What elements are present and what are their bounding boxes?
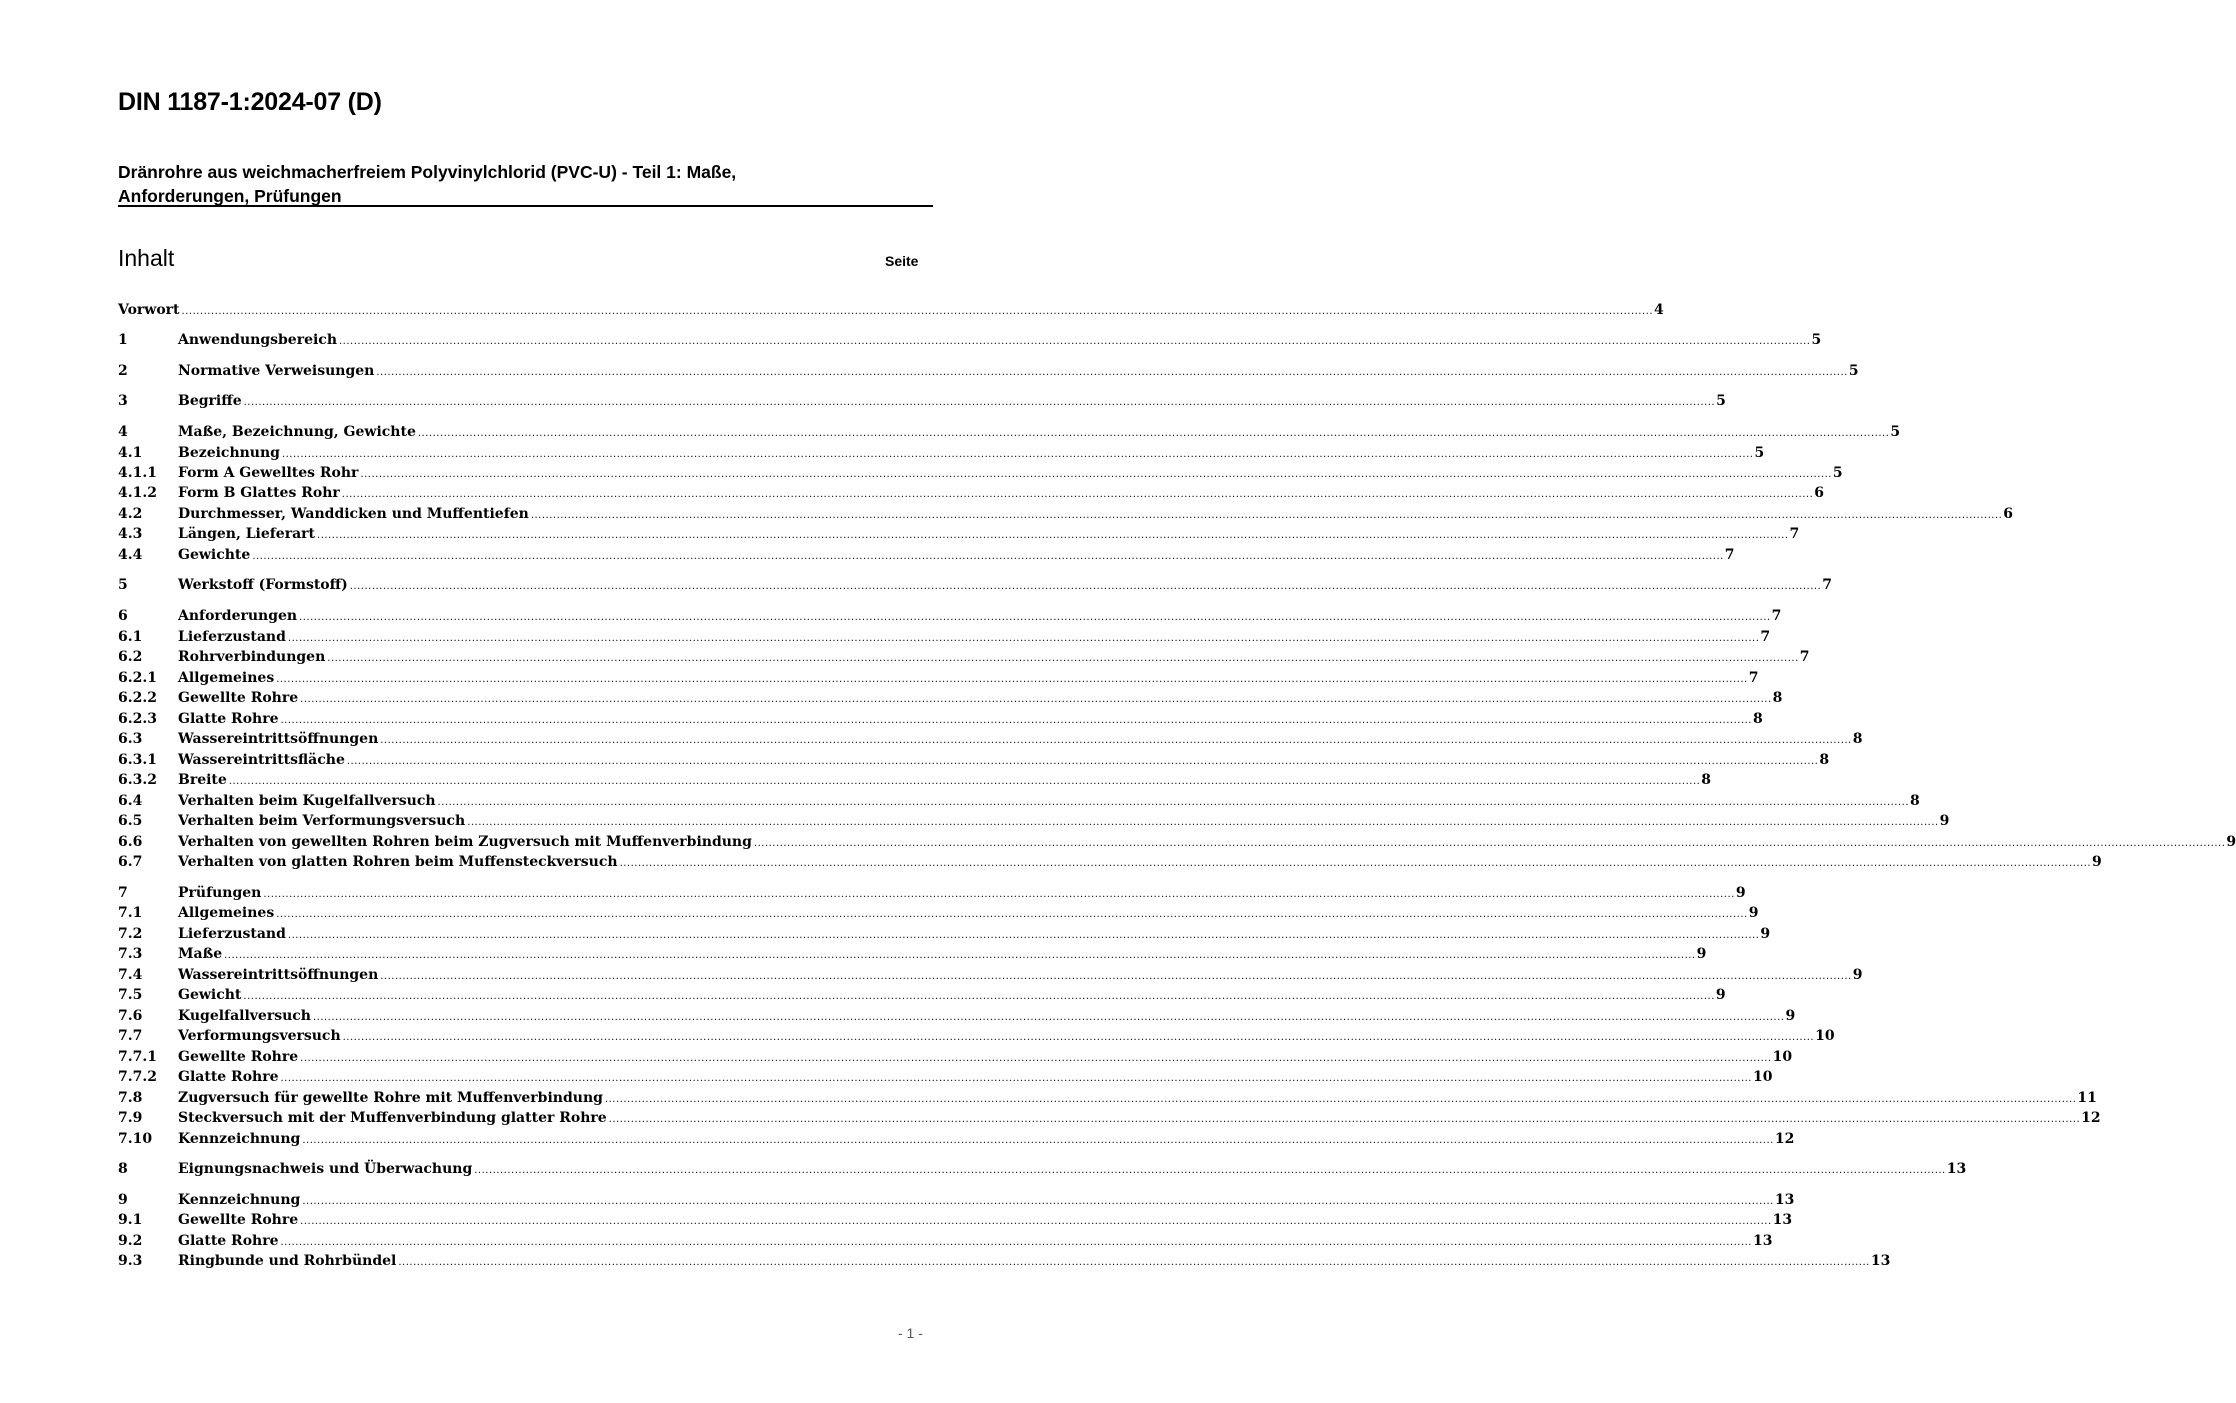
toc-dot-leader: ................................................................................................................................................................................................................................................................................................................................................................................................................ [299, 612, 1771, 623]
toc-entry[interactable] [118, 752, 1830, 772]
toc-entry-number: 6.1 [118, 629, 143, 645]
toc-entry[interactable] [118, 332, 1822, 352]
toc-entry-page: 13 [1772, 1212, 1793, 1228]
toc-entry[interactable] [118, 731, 1863, 751]
toc-entry[interactable] [118, 1008, 1796, 1028]
toc-entry-page: 5 [1832, 465, 1843, 481]
toc-entry-number: 9 [118, 1192, 128, 1208]
toc-entry-title: Begriffe [178, 393, 242, 409]
toc-dot-leader: ................................................................................................................................................................................................................................................................................................................................................................................................................ [300, 1216, 1772, 1227]
toc-entry-number: 4.4 [118, 547, 143, 563]
toc-entry[interactable] [118, 445, 1765, 465]
toc-entry-title: Maße [178, 946, 223, 962]
toc-entry-number: 6.5 [118, 813, 143, 829]
toc-entry-title: Gewellte Rohre [178, 1212, 299, 1228]
toc-entry-page: 9 [1748, 905, 1759, 921]
toc-entry-page: 12 [2081, 1110, 2101, 1126]
toc-entry-page: 7 [1760, 629, 1771, 645]
toc-entry-number: 4.1.2 [118, 485, 157, 501]
toc-entry-title: Breite [178, 772, 227, 788]
toc-entry-page: 13 [1774, 1192, 1795, 1208]
toc-entry[interactable] [118, 813, 1950, 833]
toc-entry[interactable] [118, 1028, 1835, 1048]
toc-entry-title: Ringbunde und Rohrbündel [178, 1253, 397, 1269]
toc-entry-title: Gewichte [178, 547, 251, 563]
toc-entry[interactable] [118, 926, 1771, 946]
toc-entry-page: 6 [1814, 485, 1824, 501]
toc-entry-title: Vorwort [118, 302, 180, 318]
toc-entry-title: Wassereintrittsöffnungen [178, 967, 379, 983]
toc-entry-number: 7.6 [118, 1008, 143, 1024]
toc-entry-number: 8 [118, 1161, 128, 1177]
toc-entry-number: 6.3.1 [118, 752, 157, 768]
toc-entry-page: 9 [1785, 1008, 1796, 1024]
toc-entry-title: Prüfungen [178, 885, 262, 901]
toc-dot-leader: ................................................................................................................................................................................................................................................................................................................................................................................................................ [280, 715, 1752, 726]
toc-entry-page: 10 [1815, 1028, 1835, 1044]
toc-entry-number: 6.2.3 [118, 711, 157, 727]
toc-dot-leader: ................................................................................................................................................................................................................................................................................................................................................................................................................ [302, 1196, 1774, 1207]
toc-entry[interactable] [118, 1212, 1793, 1232]
toc-entry[interactable] [118, 1161, 1967, 1181]
toc-entry-page: 5 [1848, 363, 1859, 379]
title-rule [118, 205, 933, 207]
toc-entry[interactable] [118, 987, 1726, 1007]
toc-entry-title: Verhalten von glatten Rohren beim Muffensteckversuch [178, 854, 618, 870]
toc-dot-leader: ................................................................................................................................................................................................................................................................................................................................................................................................................ [437, 797, 1910, 808]
toc-entry-page: 4 [1654, 302, 1664, 318]
toc-entry[interactable] [118, 1192, 1795, 1212]
toc-entry-number: 4.1 [118, 445, 143, 461]
toc-entry-page: 13 [1946, 1161, 1967, 1177]
toc-dot-leader: ................................................................................................................................................................................................................................................................................................................................................................................................................ [243, 991, 1715, 1002]
toc-dot-leader: ................................................................................................................................................................................................................................................................................................................................................................................................................ [300, 1053, 1772, 1064]
toc-entry-title: Glatte Rohre [178, 1233, 279, 1249]
toc-entry-number: 6.6 [118, 834, 143, 850]
toc-entry[interactable] [118, 1131, 1795, 1151]
toc-entry[interactable] [118, 885, 1746, 905]
toc-dot-leader: ................................................................................................................................................................................................................................................................................................................................................................................................................ [376, 367, 1848, 378]
toc-entry-page: 7 [1822, 577, 1832, 593]
toc-dot-leader: ................................................................................................................................................................................................................................................................................................................................................................................................................ [341, 489, 1814, 500]
toc-entry-page: 5 [1890, 424, 1901, 440]
toc-entry[interactable] [118, 302, 1664, 322]
toc-entry[interactable] [118, 854, 2102, 874]
toc-entry-number: 7.7.2 [118, 1069, 157, 1085]
toc-entry-title: Lieferzustand [178, 629, 286, 645]
toc-entry-number: 7 [118, 885, 128, 901]
toc-dot-leader: ................................................................................................................................................................................................................................................................................................................................................................................................................ [280, 1237, 1752, 1248]
toc-entry-page: 11 [2077, 1090, 2097, 1106]
toc-dot-leader: ................................................................................................................................................................................................................................................................................................................................................................................................................ [342, 1032, 1815, 1043]
toc-entry[interactable] [118, 1233, 1773, 1253]
toc-entry-page: 8 [1819, 752, 1830, 768]
toc-entry-page: 7 [1724, 547, 1735, 563]
toc-entry-page: 9 [1939, 813, 1950, 829]
toc-entry[interactable] [118, 485, 1824, 505]
toc-entry-page: 9 [2226, 834, 2236, 850]
toc-dot-leader: ................................................................................................................................................................................................................................................................................................................................................................................................................ [281, 449, 1754, 460]
toc-entry-number: 7.8 [118, 1090, 143, 1106]
toc-entry[interactable] [118, 1049, 1793, 1069]
toc-dot-leader: ................................................................................................................................................................................................................................................................................................................................................................................................................ [417, 428, 1890, 439]
toc-dot-leader: ................................................................................................................................................................................................................................................................................................................................................................................................................ [302, 1135, 1774, 1146]
toc-entry[interactable] [118, 834, 2236, 854]
toc-entry-number: 4 [118, 424, 128, 440]
toc-dot-leader: ................................................................................................................................................................................................................................................................................................................................................................................................................ [317, 530, 1789, 541]
toc-entry-number: 9.2 [118, 1233, 143, 1249]
toc-entry-title: Gewellte Rohre [178, 690, 299, 706]
toc-entry-page: 7 [1748, 670, 1759, 686]
toc-entry-number: 7.7.1 [118, 1049, 157, 1065]
toc-entry-page: 9 [1852, 967, 1863, 983]
toc-entry-title: Bezeichnung [178, 445, 280, 461]
toc-dot-leader: ................................................................................................................................................................................................................................................................................................................................................................................................................ [467, 817, 1939, 828]
toc-dot-leader: ................................................................................................................................................................................................................................................................................................................................................................................................................ [224, 950, 1696, 961]
toc-entry[interactable] [118, 946, 1707, 966]
toc-entry-title: Wassereintrittsfläche [178, 752, 345, 768]
document-title [118, 160, 933, 208]
toc-dot-leader: ................................................................................................................................................................................................................................................................................................................................................................................................................ [380, 735, 1852, 746]
toc-entry-title: Allgemeines [178, 670, 275, 686]
toc-entry-page: 9 [2092, 854, 2102, 870]
toc-dot-leader: ................................................................................................................................................................................................................................................................................................................................................................................................................ [287, 930, 1760, 941]
toc-entry-page: 8 [1701, 772, 1712, 788]
toc-entry-number: 9.1 [118, 1212, 143, 1228]
toc-entry-title: Form B Glattes Rohr [178, 485, 340, 501]
toc-entry-number: 6.2 [118, 649, 143, 665]
toc-dot-leader: ................................................................................................................................................................................................................................................................................................................................................................................................................ [300, 694, 1772, 705]
toc-dot-leader: ................................................................................................................................................................................................................................................................................................................................................................................................................ [380, 971, 1852, 982]
toc-entry-title: Form A Gewelltes Rohr [178, 465, 359, 481]
toc-entry-title: Kennzeichnung [178, 1131, 301, 1147]
toc-entry-number: 5 [118, 577, 128, 593]
toc-dot-leader: ................................................................................................................................................................................................................................................................................................................................................................................................................ [312, 1012, 1785, 1023]
toc-entry-title: Lieferzustand [178, 926, 286, 942]
toc-entry-title: Allgemeines [178, 905, 275, 921]
toc-entry-title: Verhalten von gewellten Rohren beim Zugversuch mit Muffenverbindung [178, 834, 752, 850]
toc-entry[interactable] [118, 711, 1763, 731]
toc-entry-number: 7.5 [118, 987, 143, 1003]
toc-dot-leader: ................................................................................................................................................................................................................................................................................................................................................................................................................ [349, 581, 1822, 592]
toc-entry[interactable] [118, 577, 1832, 597]
toc-entry-title: Anforderungen [178, 608, 298, 624]
toc-entry-title: Durchmesser, Wanddicken und Muffentiefen [178, 506, 529, 522]
toc-entry-title: Verhalten beim Kugelfallversuch [178, 793, 436, 809]
toc-entry-page: 8 [1852, 731, 1863, 747]
toc-entry-page: 9 [1760, 926, 1771, 942]
toc-entry-page: 8 [1910, 793, 1920, 809]
toc-dot-leader: ................................................................................................................................................................................................................................................................................................................................................................................................................ [346, 756, 1819, 767]
toc-entry-number: 6.7 [118, 854, 143, 870]
toc-dot-leader: ................................................................................................................................................................................................................................................................................................................................................................................................................ [753, 838, 2226, 849]
toc-dot-leader: ................................................................................................................................................................................................................................................................................................................................................................................................................ [243, 397, 1716, 408]
toc-dot-leader: ................................................................................................................................................................................................................................................................................................................................................................................................................ [604, 1094, 2077, 1105]
toc-entry-number: 7.4 [118, 967, 143, 983]
toc-entry-title: Zugversuch für gewellte Rohre mit Muffenverbindung [178, 1090, 603, 1106]
toc-entry-title: Werkstoff (Formstoff) [178, 577, 348, 593]
toc-entry-page: 5 [1716, 393, 1726, 409]
toc-dot-leader: ................................................................................................................................................................................................................................................................................................................................................................................................................ [228, 776, 1701, 787]
toc-dot-leader: ................................................................................................................................................................................................................................................................................................................................................................................................................ [287, 633, 1760, 644]
toc-entry[interactable] [118, 649, 1810, 669]
document-title-line-1: Dränrohre aus weichmacherfreiem Polyvinylchlorid (PVC-U) - Teil 1: Maße, [118, 162, 737, 182]
toc-entry-number: 4.3 [118, 526, 143, 542]
toc-entry-page: 10 [1752, 1069, 1773, 1085]
toc-dot-leader: ................................................................................................................................................................................................................................................................................................................................................................................................................ [327, 653, 1799, 664]
toc-entry[interactable] [118, 393, 1726, 413]
toc-entry-number: 7.9 [118, 1110, 143, 1126]
toc-entry[interactable] [118, 905, 1759, 925]
toc-entry[interactable] [118, 424, 1901, 444]
toc-dot-leader: ................................................................................................................................................................................................................................................................................................................................................................................................................ [339, 336, 1811, 347]
toc-entry-title: Glatte Rohre [178, 1069, 279, 1085]
toc-entry-number: 2 [118, 363, 128, 379]
toc-entry-page: 9 [1696, 946, 1707, 962]
toc-entry[interactable] [118, 629, 1771, 649]
toc-entry-title: Verhalten beim Verformungsversuch [178, 813, 466, 829]
toc-entry-title: Glatte Rohre [178, 711, 279, 727]
toc-entry-page: 9 [1735, 885, 1746, 901]
toc-dot-leader: ................................................................................................................................................................................................................................................................................................................................................................................................................ [398, 1257, 1870, 1268]
toc-entry[interactable] [118, 1110, 2101, 1130]
toc-entry-title: Längen, Lieferart [178, 526, 316, 542]
toc-entry-page: 7 [1771, 608, 1782, 624]
toc-entry[interactable] [118, 363, 1859, 383]
page-number-footer: - 1 - [898, 1325, 923, 1341]
toc-entry-title: Anwendungsbereich [178, 332, 337, 348]
document-title-line-2: Anforderungen, Prüfungen [118, 186, 342, 206]
toc-entry-title: Steckversuch mit der Muffenverbindung glatter Rohre [178, 1110, 607, 1126]
toc-entry-number: 1 [118, 332, 128, 348]
toc-entry[interactable] [118, 526, 1800, 546]
toc-entry-number: 6.2.2 [118, 690, 157, 706]
toc-dot-leader: ................................................................................................................................................................................................................................................................................................................................................................................................................ [474, 1165, 1946, 1176]
toc-entry[interactable] [118, 465, 1843, 485]
toc-entry-page: 7 [1789, 526, 1800, 542]
toc-heading: Inhalt [118, 245, 175, 271]
toc-entry-title: Gewicht [178, 987, 242, 1003]
toc-dot-leader: ................................................................................................................................................................................................................................................................................................................................................................................................................ [276, 909, 1748, 920]
toc-dot-leader: ................................................................................................................................................................................................................................................................................................................................................................................................................ [280, 1073, 1752, 1084]
toc-entry[interactable] [118, 772, 1712, 792]
toc-dot-leader: ................................................................................................................................................................................................................................................................................................................................................................................................................ [276, 674, 1748, 685]
toc-dot-leader: ................................................................................................................................................................................................................................................................................................................................................................................................................ [608, 1114, 2081, 1125]
toc-dot-leader: ................................................................................................................................................................................................................................................................................................................................................................................................................ [263, 889, 1735, 900]
toc-entry[interactable] [118, 690, 1783, 710]
toc-entry[interactable] [118, 1090, 2097, 1110]
toc-entry-page: 5 [1754, 445, 1765, 461]
toc-entry-page: 9 [1715, 987, 1726, 1003]
toc-entry-number: 9.3 [118, 1253, 143, 1269]
toc-entry[interactable] [118, 793, 1920, 813]
toc-entry-page: 8 [1772, 690, 1783, 706]
toc-entry-title: Rohrverbindungen [178, 649, 326, 665]
toc-entry[interactable] [118, 967, 1863, 987]
toc-entry-page: 13 [1752, 1233, 1773, 1249]
toc-entry-title: Eignungsnachweis und Überwachung [178, 1161, 473, 1177]
toc-entry-page: 8 [1752, 711, 1763, 727]
toc-entry-number: 7.2 [118, 926, 143, 942]
toc-entry-number: 7.7 [118, 1028, 143, 1044]
toc-dot-leader: ................................................................................................................................................................................................................................................................................................................................................................................................................ [181, 306, 1654, 317]
toc-entry-page: 7 [1799, 649, 1810, 665]
toc-entry-number: 6.2.1 [118, 670, 157, 686]
toc-entry-title: Kennzeichnung [178, 1192, 301, 1208]
toc-entry-number: 7.10 [118, 1131, 153, 1147]
toc-entry[interactable] [118, 1253, 1891, 1273]
toc-entry-title: Maße, Bezeichnung, Gewichte [178, 424, 416, 440]
toc-entry-number: 7.1 [118, 905, 143, 921]
toc-entry-title: Gewellte Rohre [178, 1049, 299, 1065]
toc-entry[interactable] [118, 506, 2014, 526]
toc-dot-leader: ................................................................................................................................................................................................................................................................................................................................................................................................................ [360, 469, 1832, 480]
toc-entry-number: 6 [118, 608, 128, 624]
toc-entry-number: 4.2 [118, 506, 143, 522]
toc-dot-leader: ................................................................................................................................................................................................................................................................................................................................................................................................................ [530, 510, 2003, 521]
document-id: DIN 1187-1:2024-07 (D) [118, 88, 382, 116]
toc-dot-leader: ................................................................................................................................................................................................................................................................................................................................................................................................................ [252, 551, 1724, 562]
toc-entry[interactable] [118, 608, 1782, 628]
toc-entry[interactable] [118, 1069, 1773, 1089]
toc-entry-title: Verformungsversuch [178, 1028, 341, 1044]
toc-entry[interactable] [118, 670, 1759, 690]
toc-entry-number: 3 [118, 393, 128, 409]
toc-entry-title: Kugelfallversuch [178, 1008, 311, 1024]
toc-entry-page: 5 [1811, 332, 1822, 348]
toc-dot-leader: ................................................................................................................................................................................................................................................................................................................................................................................................................ [619, 858, 2092, 869]
toc-entry-number: 6.4 [118, 793, 143, 809]
toc-entry-number: 4.1.1 [118, 465, 157, 481]
toc-page-column-label: Seite [885, 253, 919, 269]
toc-entry-number: 6.3 [118, 731, 143, 747]
toc-entry-page: 10 [1772, 1049, 1793, 1065]
toc-entry-page: 12 [1774, 1131, 1795, 1147]
toc-entry-number: 6.3.2 [118, 772, 157, 788]
toc-entry-title: Wassereintrittsöffnungen [178, 731, 379, 747]
toc-entry-page: 13 [1870, 1253, 1891, 1269]
toc-entry-number: 7.3 [118, 946, 143, 962]
toc-entry-page: 6 [2003, 506, 2014, 522]
toc-entry-title: Normative Verweisungen [178, 363, 375, 379]
toc-entry[interactable] [118, 547, 1735, 567]
